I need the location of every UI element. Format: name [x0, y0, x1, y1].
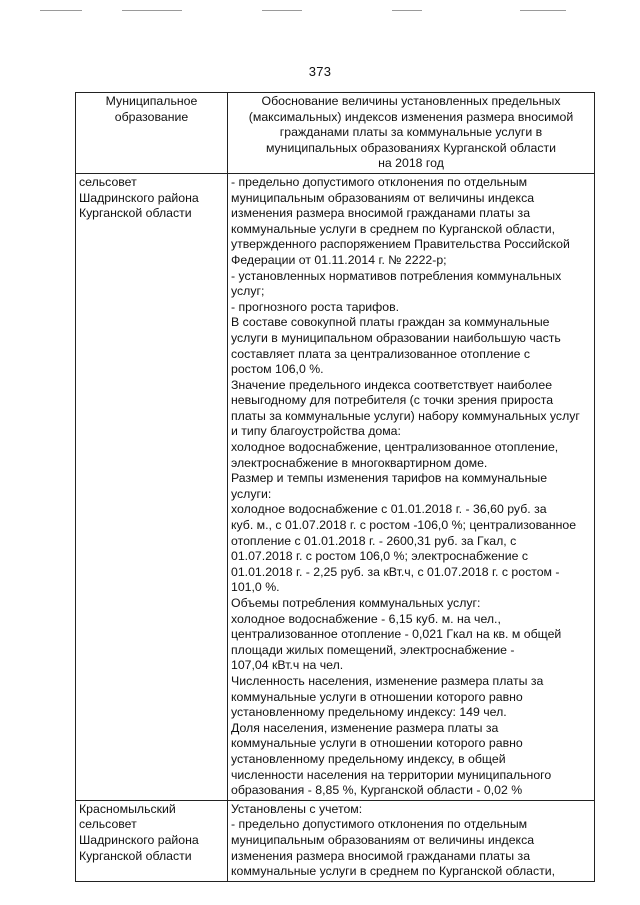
text-line: образования - 8,85 %, Курганской области - 0,02 %	[231, 783, 523, 798]
municipality-line: Курганской области	[79, 848, 192, 863]
text-line: - прогнозного роста тарифов.	[231, 299, 400, 314]
text-line: 01.07.2018 г. с ростом 106,0 %; электроснабжение с	[231, 549, 528, 564]
text-line: ростом 106,0 %.	[231, 362, 324, 377]
text-line: - установленных нормативов потребления коммунальных	[231, 268, 562, 283]
header-line: Обоснование величины установленных предельных	[261, 94, 561, 108]
header-justification	[228, 93, 595, 174]
table-header-row	[76, 93, 595, 174]
municipality-line: сельсовет	[79, 817, 137, 832]
municipality-line: Шадринского района	[79, 832, 199, 847]
text-line: холодное водоснабжение, централизованное отопление,	[231, 440, 559, 455]
municipality-line: Красномыльский	[79, 801, 176, 816]
text-line: платы за коммунальные услуги) набору коммунальных услуг	[231, 408, 580, 423]
text-line: численности населения на территории муниципального	[231, 767, 552, 782]
text-line: 01.01.2018 г. - 2,25 руб. за кВт.ч, с 01.07.2018 г. с ростом -	[231, 564, 560, 579]
justification-cell	[228, 173, 595, 800]
text-line: холодное водоснабжение - 6,15 куб. м. на чел.,	[231, 611, 501, 626]
text-line: муниципальным образованиям от величины индекса	[231, 190, 535, 205]
text-line: 101,0 %.	[231, 580, 280, 595]
header-municipality-text: Муниципальное образование	[105, 94, 198, 124]
text-line: централизованное отопление - 0,021 Гкал на кв. м общей	[231, 627, 562, 642]
text-line: услуг;	[231, 284, 265, 299]
scan-artifact	[40, 10, 82, 11]
scan-artifact	[392, 10, 422, 11]
text-line: изменения размера вносимой гражданами платы за	[231, 206, 531, 221]
text-line: муниципальным образованиям от величины индекса	[231, 832, 535, 847]
text-line: Численность населения, изменение размера платы за	[231, 673, 544, 688]
text-line: изменения размера вносимой гражданами платы за	[231, 848, 531, 863]
text-line: В составе совокупной платы граждан за коммунальные	[231, 315, 550, 330]
justification-cell	[228, 800, 595, 881]
page-number: 373	[308, 64, 332, 79]
text-line: Федерации от 01.11.2014 г. № 2222-р;	[231, 252, 447, 267]
scan-artifact	[262, 10, 302, 11]
header-municipality	[76, 93, 228, 174]
header-line: на 2018 год	[378, 156, 444, 171]
municipality-line: сельсовет	[79, 174, 137, 189]
text-line: услуги в муниципальном образовании наибольшую часть	[231, 330, 561, 345]
text-line: услуги:	[231, 486, 272, 501]
text-line: коммунальные услуги в отношении которого равно	[231, 689, 523, 704]
tariff-index-table	[75, 92, 595, 882]
text-line: 107,04 кВт.ч на чел.	[231, 658, 344, 673]
text-line: установленному предельному индексу: 149 чел.	[231, 705, 507, 720]
text-line: составляет плата за централизованное отопление с	[231, 346, 530, 361]
header-line: (максимальных) индексов изменения размера вносимой	[248, 109, 574, 124]
text-line: Установлены с учетом:	[231, 801, 363, 816]
text-line: отопление с 01.01.2018 г. - 2600,31 руб. за Гкал, с	[231, 533, 517, 548]
text-line: утвержденного распоряжением Правительства Российской	[231, 237, 570, 252]
header-line: гражданами платы за коммунальные услуги в	[279, 125, 543, 140]
text-line: Объемы потребления коммунальных услуг:	[231, 596, 481, 610]
text-line: электроснабжение в многоквартирном доме.	[231, 455, 488, 470]
text-line: и типу благоустройства дома:	[231, 424, 401, 439]
text-line: Доля населения, изменение размера платы за	[231, 720, 499, 735]
text-line: установленному предельному индексу, в общей	[231, 751, 506, 766]
text-line: Размер и темпы изменения тарифов на коммунальные	[231, 471, 548, 486]
scan-artifact	[122, 10, 182, 11]
text-line: - предельно допустимого отклонения по отдельным	[231, 174, 528, 189]
text-line: коммунальные услуги в среднем по Курганской области,	[231, 864, 556, 879]
text-line: коммунальные услуги в отношении которого равно	[231, 736, 523, 751]
text-line: - предельно допустимого отклонения по отдельным	[231, 817, 528, 832]
text-line: площади жилых помещений, электроснабжение -	[231, 642, 515, 657]
table-row	[76, 173, 595, 800]
text-line: холодное водоснабжение с 01.01.2018 г. - 36,60 руб. за	[231, 502, 547, 517]
text-line: Значение предельного индекса соответствует наиболее	[231, 377, 553, 392]
municipality-line: Шадринского района	[79, 190, 199, 205]
text-line: куб. м., с 01.07.2018 г. с ростом -106,0 %; централизованное	[231, 518, 577, 533]
text-line: коммунальные услуги в среднем по Курганской области,	[231, 221, 556, 236]
text-line: невыгодному для потребителя (с точки зрения прироста	[231, 393, 554, 408]
scan-artifact	[520, 10, 566, 11]
header-line: муниципальных образованиях Курганской области	[265, 140, 557, 155]
municipality-cell	[76, 800, 228, 881]
municipality-line: Курганской области	[79, 206, 192, 221]
municipality-cell	[76, 173, 228, 800]
table-row	[76, 800, 595, 881]
